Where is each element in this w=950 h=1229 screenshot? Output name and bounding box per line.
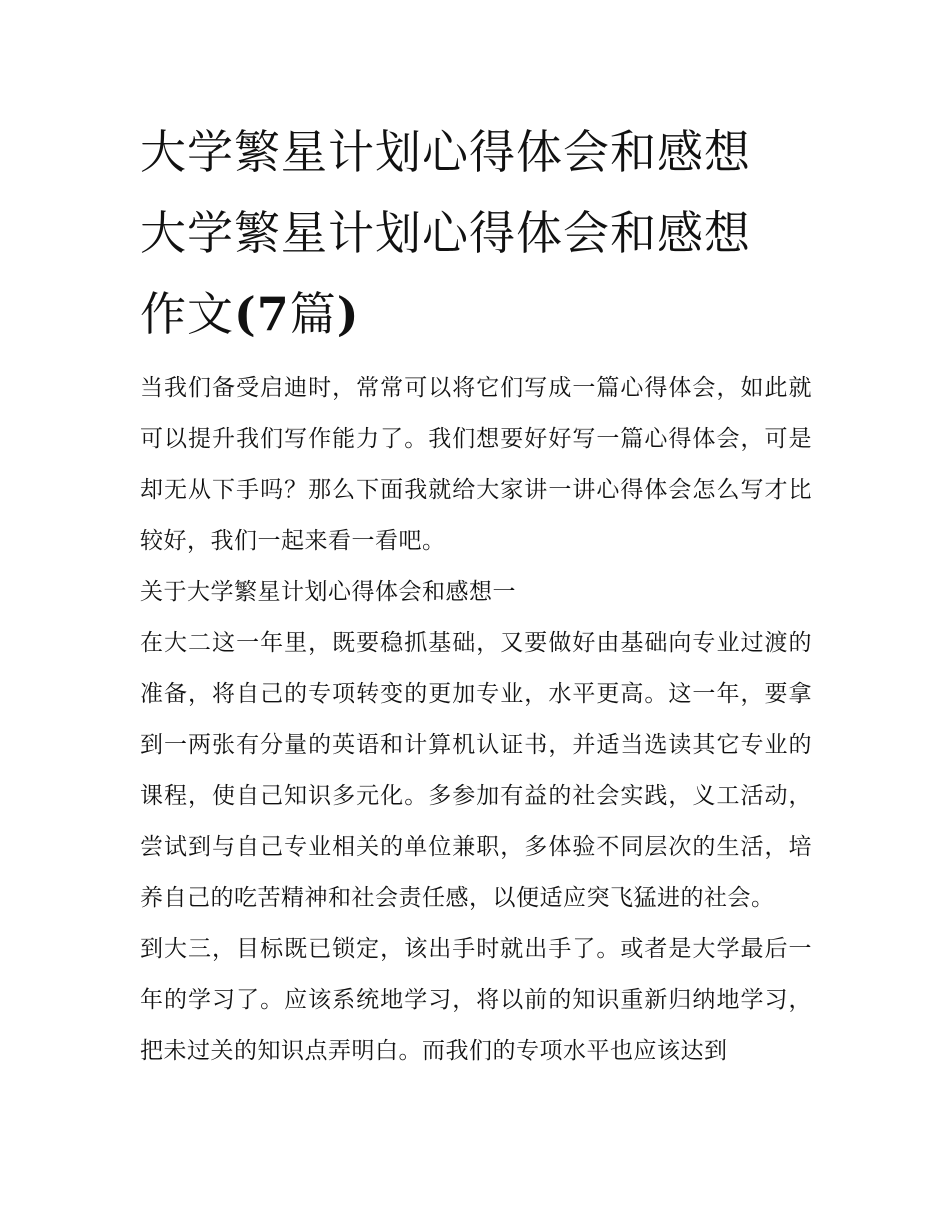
document-title <box>140 112 812 355</box>
document-page <box>140 112 812 1077</box>
title-line-1: 大学繁星计划心得体会和感想 <box>140 125 751 179</box>
body-paragraph: 到大三，目标既已锁定，该出手时就出手了。或者是大学最后一年的学习了。应该系统地学习，将以前的知识重新归纳地学习，把未过关的知识点弄明白。而我们的专项水平也应该达到 <box>140 936 812 1064</box>
title-line-3-prefix: 作文 <box>140 287 234 341</box>
title-line-3-bold: (7 <box>234 287 290 341</box>
body-paragraph: 在大二这一年里，既要稳抓基础，又要做好由基础向专业过渡的准备，将自己的专项转变的更加专业，水平更高。这一年，要拿到一两张有分量的英语和计算机认证书，并适当选读其它专业的课程，使自己知识多元化。多参加有益的社会实践，义工活动，尝试到与自己专业相关的单位兼职，多体验不同层次的生活，培养自己的吃苦精神和社会责任感，以便适应突飞猛进的社会。 <box>140 630 812 911</box>
title-line-3-suffix: ) <box>336 287 360 341</box>
section-heading: 关于大学繁星计划心得体会和感想一 <box>140 579 516 605</box>
title-line-2: 大学繁星计划心得体会和感想 <box>140 206 751 260</box>
title-line-3-mid: 篇 <box>289 287 337 341</box>
intro-paragraph: 当我们备受启迪时，常常可以将它们写成一篇心得体会，如此就可以提升我们写作能力了。我们想要好好写一篇心得体会，可是却无从下手吗？那么下面我就给大家讲一讲心得体会怎么写才比较好，我们一起来看一看吧。 <box>140 375 812 554</box>
